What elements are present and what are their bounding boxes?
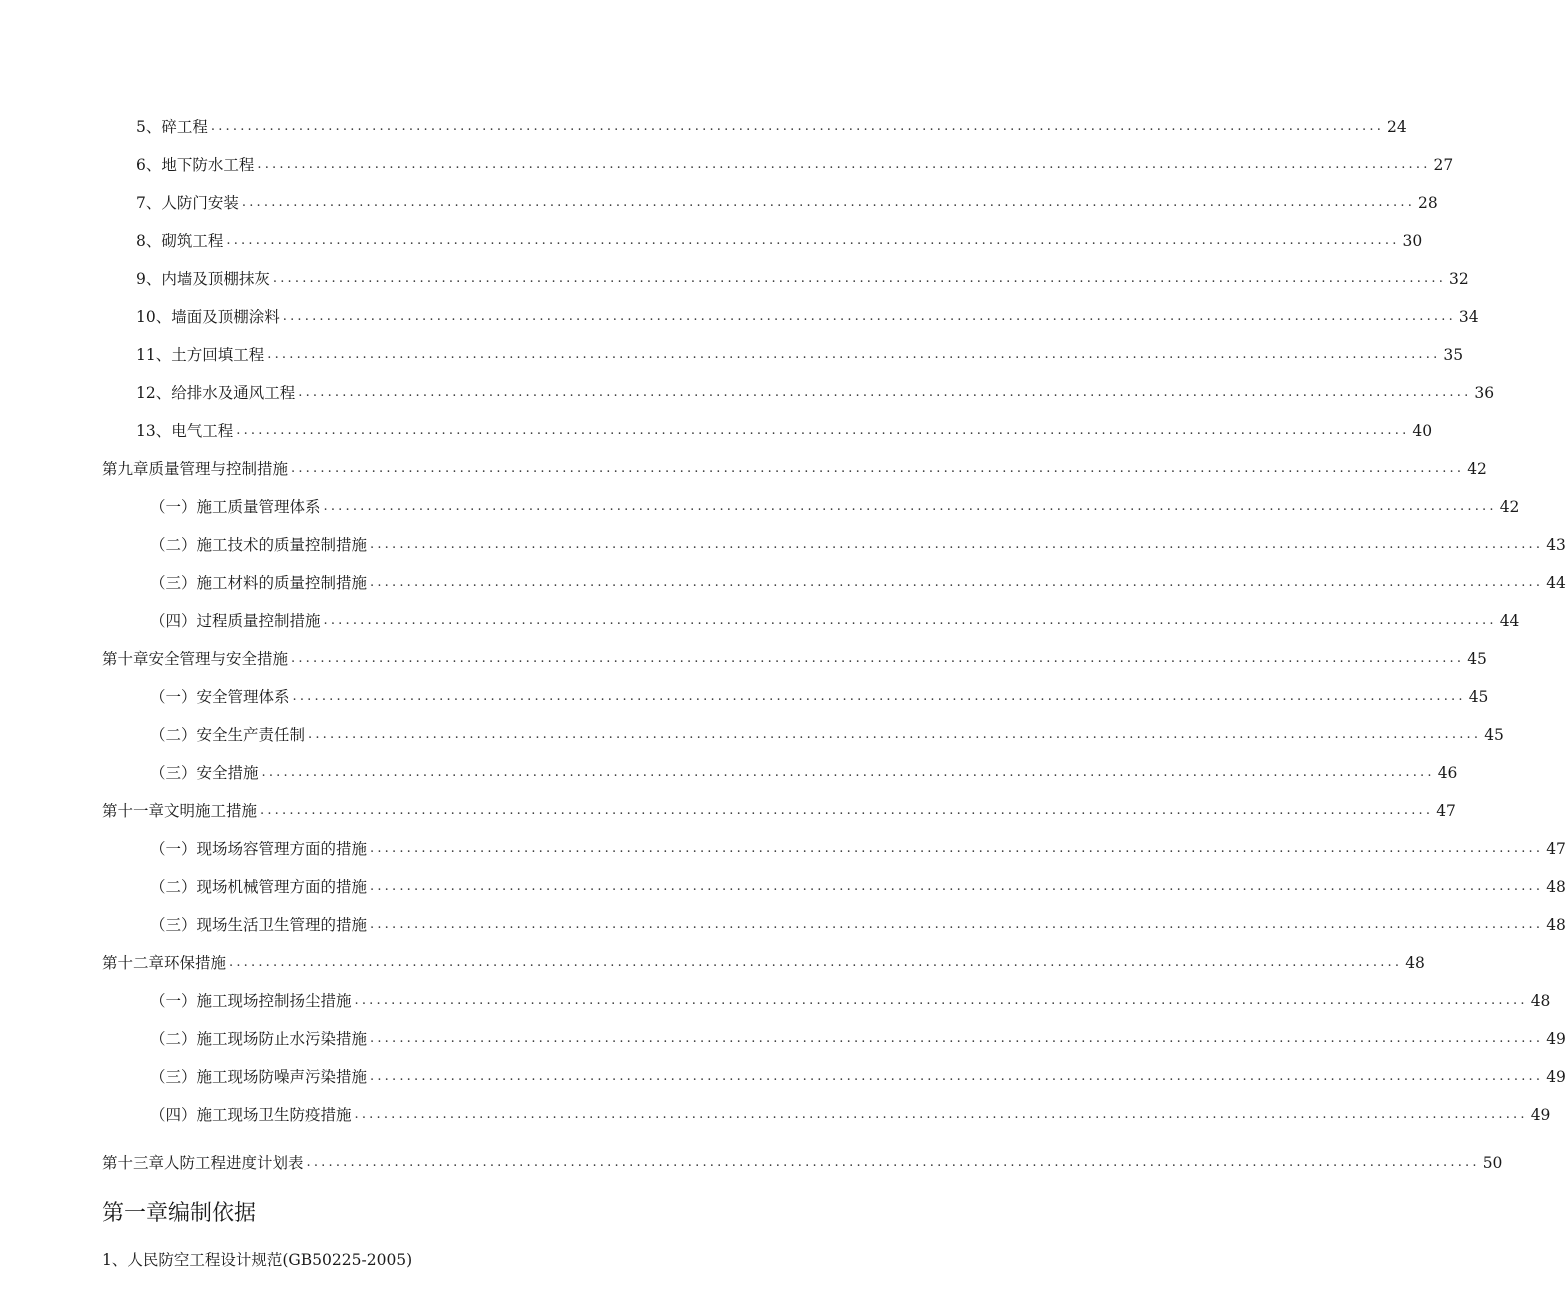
toc-entry[interactable] (136, 108, 1407, 146)
toc-entry-label: 5、碎工程 (136, 118, 208, 136)
toc-entry[interactable] (150, 678, 1489, 716)
toc-entry-label: 7、人防门安装 (136, 194, 239, 212)
toc-entry[interactable] (102, 640, 1487, 678)
toc-entry-page-number: 48 (1530, 992, 1551, 1010)
toc-leader-dots: ................................................................................................................................................................ (354, 1107, 1528, 1122)
reference-item: 1、人民防空工程设计规范(GB50225-2005) (102, 1251, 413, 1269)
toc-leader-dots: ................................................................................................................................................................ (282, 309, 1456, 324)
toc-leader-dots: ................................................................................................................................................................ (306, 1155, 1480, 1170)
toc-leader-dots: ................................................................................................................................................................ (226, 233, 1400, 248)
toc-entry-page-number: 44 (1546, 574, 1566, 592)
toc-entry-label: （二）施工现场防止水污染措施 (150, 1030, 368, 1048)
toc-entry-page-number: 43 (1546, 536, 1566, 554)
toc-leader-dots: ................................................................................................................................................................ (370, 1031, 1544, 1046)
toc-entry[interactable] (136, 184, 1438, 222)
toc-entry-page-number: 46 (1437, 764, 1458, 782)
toc-entry-page-number: 35 (1443, 346, 1464, 364)
toc-entry[interactable] (102, 1144, 1503, 1182)
toc-entry-page-number: 27 (1433, 156, 1454, 174)
toc-leader-dots: ................................................................................................................................................................ (260, 803, 1434, 818)
toc-entry-label: （一）现场场容管理方面的措施 (150, 840, 368, 858)
toc-entry[interactable] (102, 792, 1456, 830)
chapter-heading: 第一章编制依据 (102, 1201, 257, 1226)
toc-entry[interactable] (150, 906, 1566, 944)
toc-leader-dots: ................................................................................................................................................................ (241, 195, 1416, 210)
toc-entry[interactable] (136, 336, 1464, 374)
toc-entry[interactable] (136, 222, 1423, 260)
toc-entry[interactable] (136, 374, 1495, 412)
toc-leader-dots: ................................................................................................................................................................ (272, 271, 1447, 286)
toc-entry[interactable] (150, 754, 1458, 792)
toc-entry-label: 11、土方回填工程 (136, 346, 265, 364)
toc-entry-page-number: 34 (1458, 308, 1479, 326)
toc-entry-page-number: 49 (1546, 1030, 1566, 1048)
toc-entry-label: 9、内墙及顶棚抹灰 (136, 270, 270, 288)
toc-entry-page-number: 45 (1484, 726, 1504, 744)
toc-entry-label: 8、砌筑工程 (136, 232, 224, 250)
toc-entry[interactable] (150, 830, 1566, 868)
toc-entry-label: （三）施工材料的质量控制措施 (150, 574, 368, 592)
toc-entry-page-number: 45 (1468, 688, 1489, 706)
toc-leader-dots: ................................................................................................................................................................ (291, 651, 1465, 666)
toc-leader-dots: ................................................................................................................................................................ (292, 689, 1466, 704)
toc-leader-dots: ................................................................................................................................................................ (370, 1069, 1544, 1084)
toc-leader-dots: ................................................................................................................................................................ (370, 537, 1544, 552)
toc-entry-label: 13、电气工程 (136, 422, 234, 440)
toc-entry-label: （三）安全措施 (150, 764, 259, 782)
toc-leader-dots: ................................................................................................................................................................ (298, 385, 1472, 400)
toc-entry[interactable] (150, 526, 1566, 564)
toc-leader-dots: ................................................................................................................................................................ (236, 423, 1410, 438)
toc-entry[interactable] (102, 450, 1487, 488)
toc-entry[interactable] (150, 564, 1566, 602)
toc-entry[interactable] (150, 868, 1566, 906)
toc-entry-page-number: 48 (1546, 878, 1566, 896)
toc-leader-dots: ................................................................................................................................................................ (210, 119, 1385, 134)
toc-entry[interactable] (150, 1020, 1566, 1058)
toc-entry-label: 12、给排水及通风工程 (136, 384, 296, 402)
toc-entry-page-number: 36 (1474, 384, 1495, 402)
toc-entry[interactable] (150, 602, 1520, 640)
toc-entry[interactable] (150, 1096, 1551, 1134)
toc-entry-label: （三）现场生活卫生管理的措施 (150, 916, 368, 934)
toc-entry-label: （四）过程质量控制措施 (150, 612, 321, 630)
toc-entry[interactable] (150, 716, 1504, 754)
toc-entry-page-number: 49 (1546, 1068, 1566, 1086)
toc-entry-label: （二）安全生产责任制 (150, 726, 306, 744)
toc-entry[interactable] (150, 488, 1520, 526)
toc-leader-dots: ................................................................................................................................................................ (323, 613, 1497, 628)
toc-entry-label: （二）施工技术的质量控制措施 (150, 536, 368, 554)
toc-entry-page-number: 45 (1467, 650, 1487, 668)
toc-leader-dots: ................................................................................................................................................................ (291, 461, 1465, 476)
toc-entry[interactable] (102, 944, 1425, 982)
toc-entry-label: 第十章安全管理与安全措施 (102, 650, 289, 668)
toc-entry-page-number: 40 (1412, 422, 1433, 440)
toc-leader-dots: ................................................................................................................................................................ (370, 575, 1544, 590)
toc-leader-dots: ................................................................................................................................................................ (370, 841, 1544, 856)
toc-entry-label: （一）安全管理体系 (150, 688, 290, 706)
toc-leader-dots: ................................................................................................................................................................ (370, 879, 1544, 894)
toc-entry-label: 10、墙面及顶棚涂料 (136, 308, 280, 326)
toc-entry-page-number: 42 (1467, 460, 1487, 478)
toc-leader-dots: ................................................................................................................................................................ (370, 917, 1544, 932)
toc-entry-label: 第十二章环保措施 (102, 954, 227, 972)
toc-entry-page-number: 32 (1449, 270, 1469, 288)
toc-leader-dots: ................................................................................................................................................................ (323, 499, 1497, 514)
toc-entry-label: 6、地下防水工程 (136, 156, 255, 174)
toc-entry-page-number: 48 (1546, 916, 1566, 934)
toc-leader-dots: ................................................................................................................................................................ (229, 955, 1403, 970)
toc-leader-dots: ................................................................................................................................................................ (267, 347, 1441, 362)
toc-leader-dots: ................................................................................................................................................................ (257, 157, 1431, 172)
toc-leader-dots: ................................................................................................................................................................ (354, 993, 1528, 1008)
toc-entry[interactable] (150, 1058, 1566, 1096)
toc-entry-page-number: 28 (1418, 194, 1438, 212)
toc-entry-page-number: 47 (1436, 802, 1456, 820)
toc-entry[interactable] (150, 982, 1551, 1020)
toc-entry-label: 第九章质量管理与控制措施 (102, 460, 289, 478)
toc-entry[interactable] (136, 298, 1479, 336)
toc-leader-dots: ................................................................................................................................................................ (261, 765, 1435, 780)
toc-entry-page-number: 30 (1402, 232, 1423, 250)
toc-entry-page-number: 48 (1405, 954, 1425, 972)
toc-entry-page-number: 49 (1530, 1106, 1551, 1124)
toc-entry-label: （一）施工现场控制扬尘措施 (150, 992, 352, 1010)
toc-entry-label: （三）施工现场防噪声污染措施 (150, 1068, 368, 1086)
toc-entry[interactable] (136, 412, 1433, 450)
toc-entry-page-number: 47 (1546, 840, 1566, 858)
toc-entry-page-number: 44 (1499, 612, 1520, 630)
toc-entry-page-number: 50 (1482, 1154, 1503, 1172)
toc-entry-label: 第十三章人防工程进度计划表 (102, 1154, 304, 1172)
toc-entry[interactable] (136, 260, 1469, 298)
toc-leader-dots: ................................................................................................................................................................ (308, 727, 1482, 742)
toc-entry-label: （一）施工质量管理体系 (150, 498, 321, 516)
toc-entry-label: 第十一章文明施工措施 (102, 802, 258, 820)
toc-entry-label: （四）施工现场卫生防疫措施 (150, 1106, 352, 1124)
toc-entry[interactable] (136, 146, 1454, 184)
toc-entry-page-number: 42 (1499, 498, 1520, 516)
toc-entry-label: （二）现场机械管理方面的措施 (150, 878, 368, 896)
toc-entry-page-number: 24 (1387, 118, 1407, 136)
